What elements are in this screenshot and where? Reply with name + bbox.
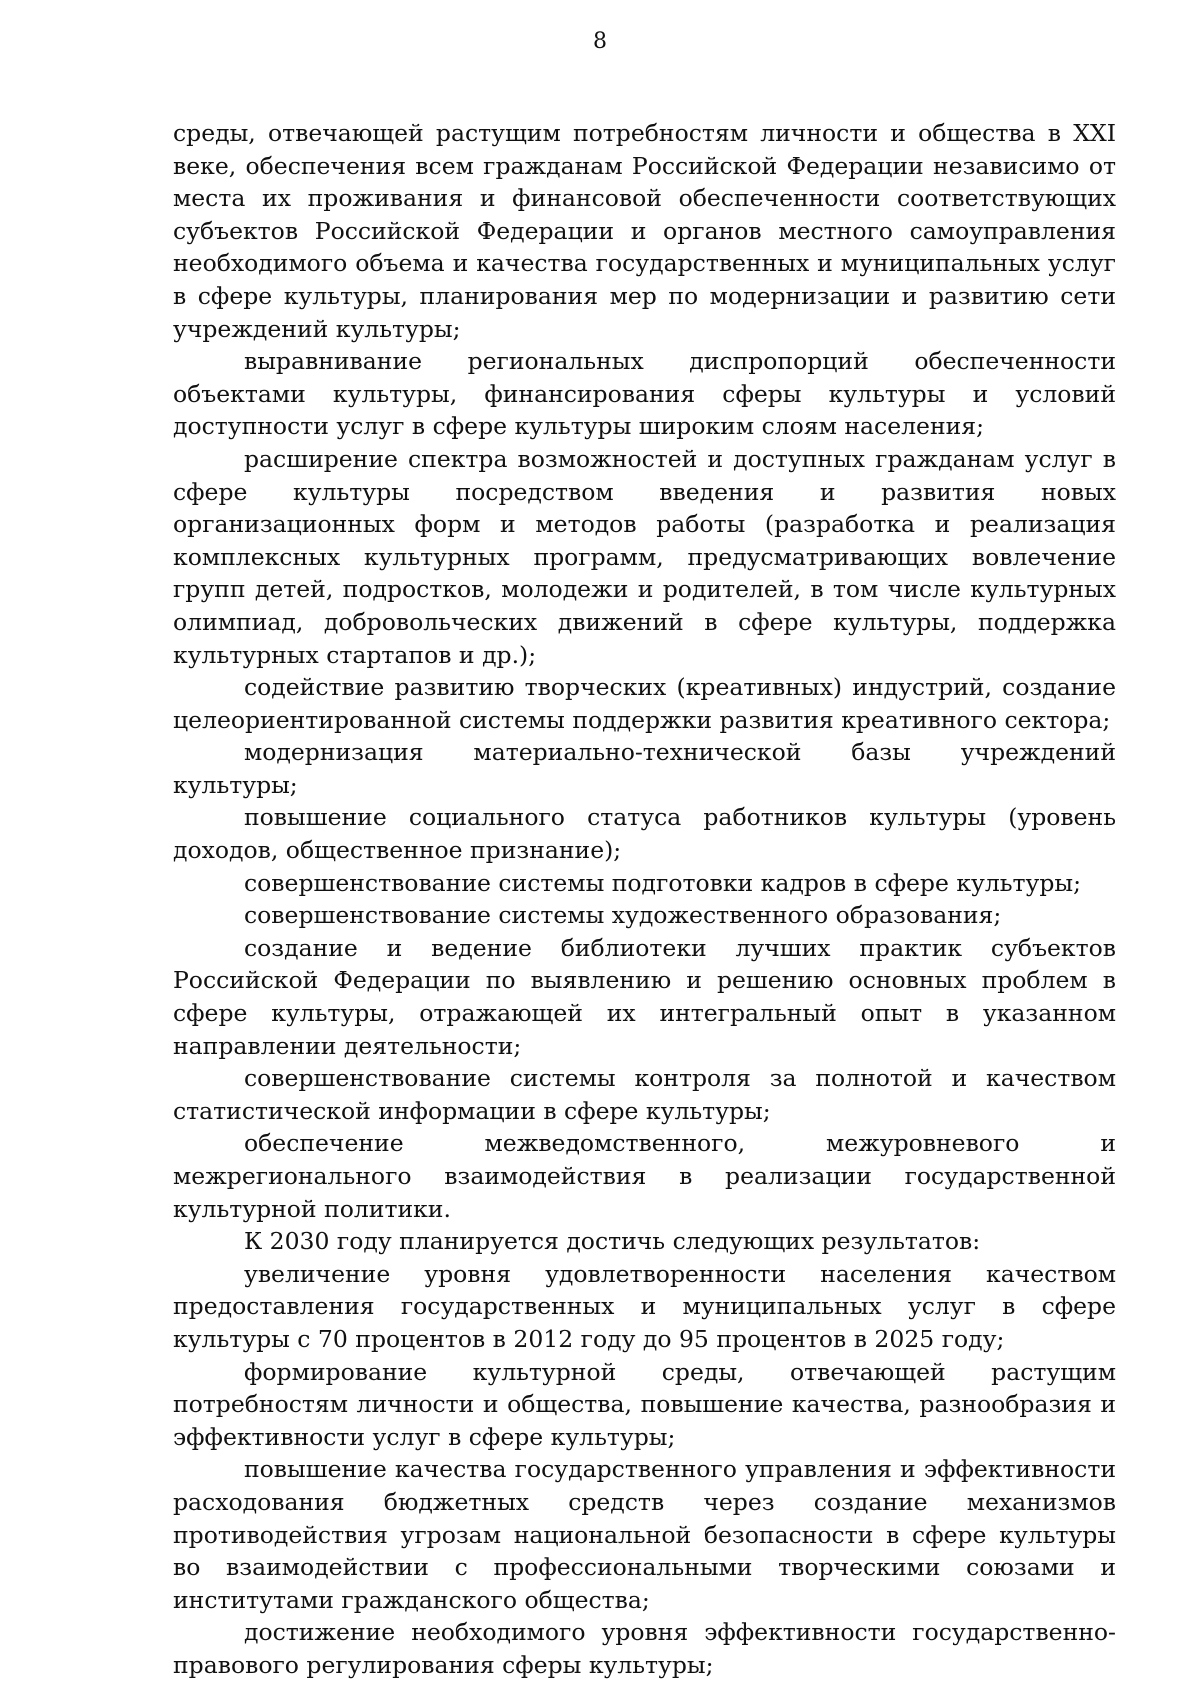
paragraph: выравнивание региональных диспропорций обеспеченности объектами культуры, финансирования сферы культуры и условий доступности услуг в сфере культуры широким слоям населения; [173, 347, 1116, 441]
paragraph: содействие развитию творческих (креативных) индустрий, создание целеориентированной системы поддержки развития креативного сектора; [173, 673, 1116, 734]
paragraph: создание и ведение библиотеки лучших практик субъектов Российской Федерации по выявлению и решению основных проблем в сфере культуры, отражающей их интегральный опыт в указанном направлении деятельности; [173, 933, 1116, 1060]
paragraph: обеспечение межведомственного, межуровневого и межрегионального взаимодействия в реализации государственной культурной политики. [173, 1129, 1116, 1223]
paragraph: увеличение уровня удовлетворенности населения качеством предоставления государственных и муниципальных услуг в сфере культуры с 70 процентов в 2012 году до 95 процентов в 2025 году; [173, 1259, 1116, 1353]
document-body [173, 117, 1116, 1682]
paragraph: совершенствование системы художественного образования; [244, 901, 1002, 930]
paragraph: достижение необходимого уровня эффективности государственно-правового регулирования сферы культуры; [173, 1618, 1116, 1679]
page-number: 8 [593, 29, 607, 54]
paragraph: модернизация материально-технической базы учреждений культуры; [173, 738, 1116, 799]
paragraph: совершенствование системы подготовки кадров в сфере культуры; [244, 868, 1082, 897]
paragraph: повышение социального статуса работников культуры (уровень доходов, общественное признание); [173, 803, 1116, 865]
paragraph: формирование культурной среды, отвечающей растущим потребностям личности и общества, повышение качества, разнообразия и эффективности услуг в сфере культуры; [173, 1357, 1116, 1451]
paragraph-results-intro: К 2030 году планируется достичь следующих результатов: [244, 1227, 981, 1256]
paragraph-continuation: среды, отвечающей растущим потребностям личности и общества в XXI веке, обеспечения всем гражданам Российской Федерации независимо от места их проживания и финансовой обеспеченности соответствующих субъектов Российской Федерации и органов местного самоуправления необходимого объема и качества государственных и муниципальных услуг в сфере культуры, планирования мер по модернизации и развитию сети учреждений культуры; [173, 119, 1116, 343]
paragraph: повышение качества государственного управления и эффективности расходования бюджетных средств через создание механизмов противодействия угрозам национальной безопасности в сфере культуры во взаимодействии с профессиональными творческими союзами и институтами гражданского общества; [173, 1455, 1116, 1614]
paragraph: расширение спектра возможностей и доступных гражданам услуг в сфере культуры посредством введения и развития новых организационных форм и методов работы (разработка и реализация комплексных культурных программ, предусматривающих вовлечение групп детей, подростков, молодежи и родителей, в том числе культурных олимпиад, добровольческих движений в сфере культуры, поддержка культурных стартапов и др.); [173, 444, 1116, 669]
paragraph: совершенствование системы контроля за полнотой и качеством статистической информации в сфере культуры; [173, 1064, 1116, 1125]
